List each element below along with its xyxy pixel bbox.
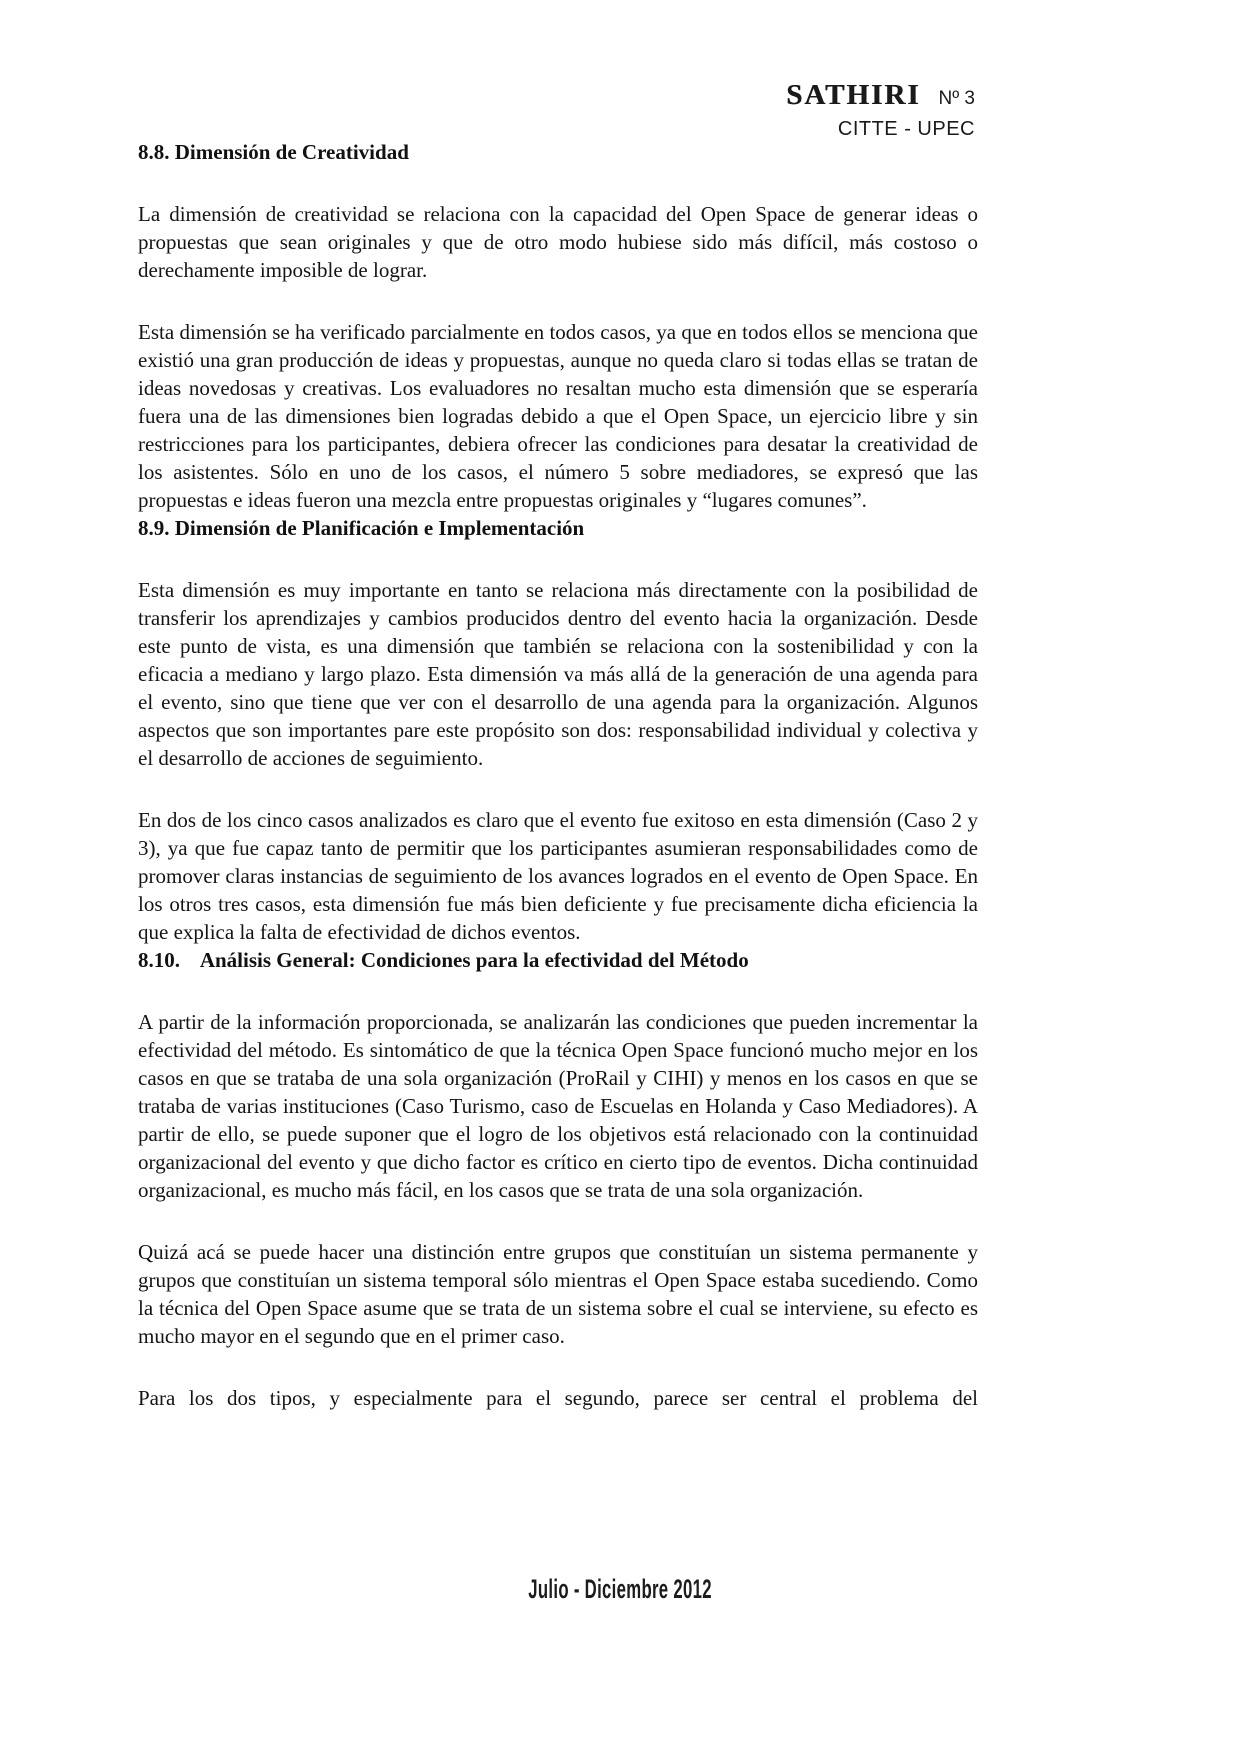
document-body (138, 138, 978, 1412)
institution-name: CITTE - UPEC (837, 118, 975, 140)
paragraph: A partir de la información proporcionada, se analizarán las condiciones que pueden incrementar la efectividad del método. Es sintomático de que la técnica Open Space funcionó mucho mejor en los casos en que se trataba de una sola organización (ProRail y CIHI) y menos en los casos en que se trataba de varias instituciones (Caso Turismo, caso de Escuelas en Holanda y Caso Mediadores). A partir de ello, se puede suponer que el logro de los objetivos está relacionado con la continuidad organizacional del evento y que dicho factor es crítico en cierto tipo de eventos. Dicha continuidad organizacional, es mucho más fácil, en los casos que se trata de una sola organización. (138, 1010, 978, 1202)
section-heading-8-10: 8.10. Análisis General: Condiciones para la efectividad del Método (138, 948, 749, 972)
section-heading-8-8: 8.8. Dimensión de Creatividad (138, 140, 409, 164)
issue-period: Julio - Diciembre 2012 (528, 1574, 712, 1604)
page-footer (0, 1574, 1240, 1605)
journal-banner (786, 80, 975, 115)
paragraph: La dimensión de creatividad se relaciona con la capacidad del Open Space de generar ideas o propuestas que sean originales y que de otro modo hubiese sido más difícil, más costoso o derechamente imposible de lograr. (138, 202, 978, 282)
paragraph: Esta dimensión es muy importante en tanto se relaciona más directamente con la posibilidad de transferir los aprendizajes y cambios producidos dentro del evento hacia la organización. Desde este punto de vista, es una dimensión que también se relaciona con la sostenibilidad y con la eficacia a mediano y largo plazo. Esta dimensión va más allá de la generación de una agenda para el evento, sino que tiene que ver con el desarrollo de una agenda para la organización. Algunos aspectos que son importantes pare este propósito son dos: responsabilidad individual y colectiva y el desarrollo de acciones de seguimiento. (138, 578, 978, 770)
section-heading-8-9: 8.9. Dimensión de Planificación e Implementación (138, 516, 585, 540)
section-planificacion (138, 514, 978, 946)
section-analisis-general (138, 946, 978, 1412)
paragraph: En dos de los cinco casos analizados es claro que el evento fue exitoso en esta dimensión (Caso 2 y 3), ya que fue capaz tanto de permitir que los participantes asumieran responsabilidades como de promover claras instancias de seguimiento de los avances logrados en el evento de Open Space. En los otros tres casos, esta dimensión fue más bien deficiente y fue precisamente dicha eficiencia la que explica la falta de efectividad de dichos eventos. (138, 808, 978, 944)
paragraph: Para los dos tipos, y especialmente para el segundo, parece ser central el problema del (138, 1386, 978, 1410)
journal-title: SATHIRI (786, 79, 921, 111)
paragraph: Quizá acá se puede hacer una distinción entre grupos que constituían un sistema permanente y grupos que constituían un sistema temporal sólo mientras el Open Space estaba sucediendo. Como la técnica del Open Space asume que se trata de un sistema sobre el cual se interviene, su efecto es mucho mayor en el segundo que en el primer caso. (138, 1240, 978, 1348)
issue-number: Nº 3 (938, 88, 975, 109)
page-header (786, 80, 975, 141)
paragraph: Esta dimensión se ha verificado parcialmente en todos casos, ya que en todos ellos se menciona que existió una gran producción de ideas y propuestas, aunque no queda claro si todas ellas se tratan de ideas novedosas y creativas. Los evaluadores no resaltan mucho esta dimensión que se esperaría fuera una de las dimensiones bien logradas debido a que el Open Space, un ejercicio libre y sin restricciones para los participantes, debiera ofrecer las condiciones para desatar la creatividad de los asistentes. Sólo en uno de los casos, el número 5 sobre mediadores, se expresó que las propuestas e ideas fueron una mezcla entre propuestas originales y “lugares comunes”. (138, 320, 978, 512)
section-creatividad (138, 138, 978, 514)
